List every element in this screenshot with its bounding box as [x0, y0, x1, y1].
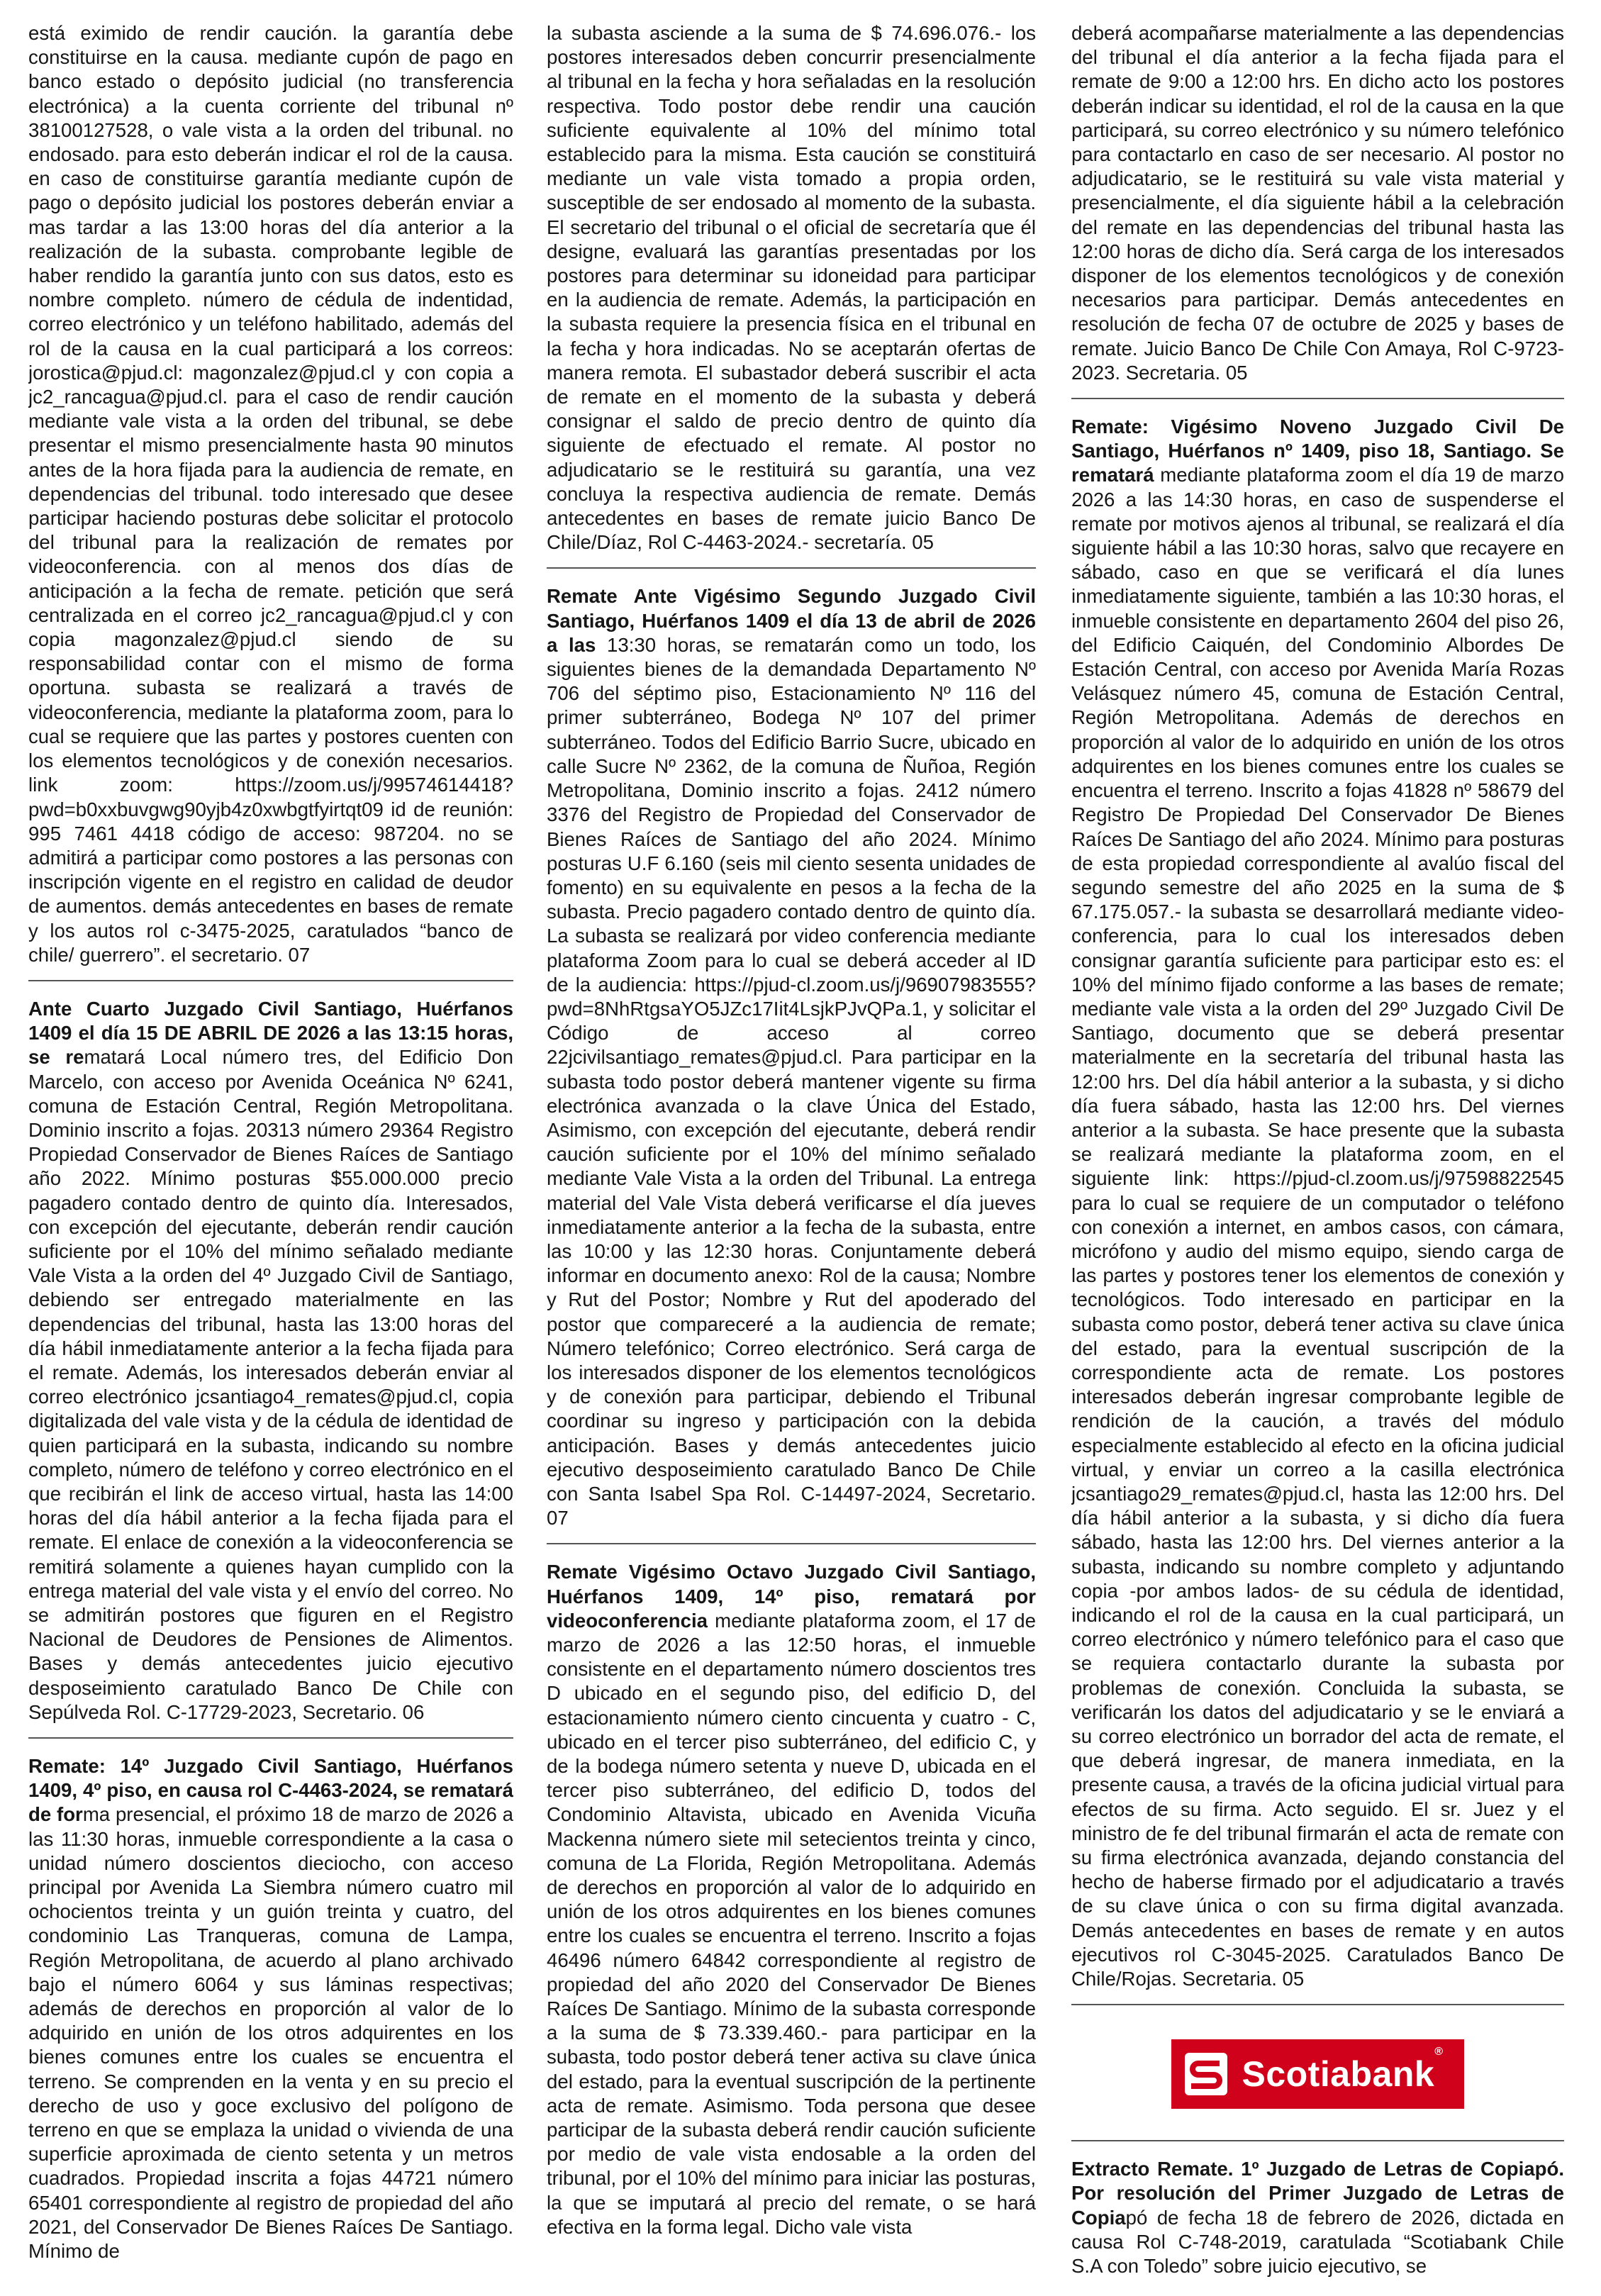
column-3 — [1071, 21, 1564, 2282]
notice-body: la subasta asciende a la suma de $ 74.696.076.- los postores interesados deben concurrir presencialmente al tribunal en la fecha y hora señaladas en la resolución respectiva. Todo postor debe rendir una caución suficiente equivalente al 10% del mínimo total establecido para la misma. Esta caución se constituirá mediante un vale vista tomado a propia orden, susceptible de ser endosado al momento de la subasta. El secretario del tribunal o el oficial de secretaría que él designe, evaluará las garantías presentadas por los postores para determinar su idoneidad para participar en la audiencia de remate. Además, la participación en la subasta requiere la presencia física en el tribunal en la fecha y hora indicadas. No se aceptarán ofertas de manera remota. El subastador deberá suscribir el acta de remate en el momento de la subasta y deberá consignar el saldo de precio dentro de quinto día siguiente de efectuado el remate. Al postor no adjudicatario se le restituirá su garantía, una vez concluya la respectiva audiencia de remate. Demás antecedentes en bases de remate juicio Banco De Chile/Díaz, Rol C-4463-2024.- secretaría. 05 — [547, 22, 1036, 554]
scotiabank-logo — [1171, 2039, 1463, 2109]
notice-28-juzgado-continuation — [1071, 21, 1564, 385]
divider — [1071, 2140, 1564, 2141]
notice-rancagua-continuation — [28, 21, 513, 967]
column-2 — [547, 21, 1036, 2282]
notice-heading: Remate: Vigésimo Noveno Juzgado Civil De Santiago, Huérfanos nº 1409, piso 18, Santiago. Se rematará — [1071, 416, 1564, 486]
notice-body: matará Local número tres, del Edificio Don Marcelo, con acceso por Avenida Oceánica Nº 6241, comuna de Estación Central, Región Metropolitana. Dominio inscrito a fojas. 20313 número 29364 Registro Propiedad Conservador de Bienes Raíces de Santiago año 2022. Mínimo posturas $55.000.000 precio pagadero contado dentro de quinto día. Interesados, con excepción del ejecutante, deberán rendir caución suficiente por el 10% del mínimo señalado mediante Vale Vista a la orden del 4º Juzgado Civil de Santiago, debiendo ser entregado materialmente en las dependencias del tribunal, hasta las 13:00 horas del día hábil inmediatamente anterior a la fecha fijada para el remate. Además, los interesados deberán enviar al correo electrónico jcsantiago4_remates@pjud.cl, copia digitalizada del vale vista y de la cédula de identidad de quien participará en la subasta, indicando su nombre completo, número de teléfono y correo electrónico en el que recibirán el link de acceso virtual, hasta las 14:00 horas del día hábil anterior a la fecha fijada para el remate. El enlace de conexión a la videoconferencia se remitirá solamente a quienes hayan cumplido con la entrega material del vale vista y el envío del correo. No se admitirán postores que figuren en el Registro Nacional de Deudores de Pensiones de Alimentos. Bases y demás antecedentes juicio ejecutivo desposeimiento caratulado Banco De Chile con Sepúlveda Rol. C-17729-2023, Secretario. 06 — [28, 1046, 513, 1723]
divider — [28, 980, 513, 981]
notice-heading: Remate Ante Vigésimo Segundo Juzgado Civil Santiago, Huérfanos 1409 el día 13 de abril de 2026 a las — [547, 585, 1036, 656]
notice-heading: Ante Cuarto Juzgado Civil Santiago, Huérfanos 1409 el día 15 DE ABRIL DE 2026 a las 13:15 horas, se re — [28, 997, 513, 1069]
divider — [28, 1737, 513, 1739]
notice-14-juzgado-continuation — [547, 21, 1036, 555]
notice-body: deberá acompañarse materialmente a las dependencias del tribunal el día anterior a la fecha fijada para el remate de 9:00 a 12:00 hrs. En dicho acto los postores deberán indicar su identidad, el rol de la causa en la que participará, su correo electrónico y su número telefónico para contactarlo en caso de ser necesario. Al postor no adjudicatario, se le restituirá su vale vista material y presencialmente, el día siguiente hábil a la celebración del remate en las dependencias del tribunal hasta las 12:00 horas de dicho día. Será carga de los interesados disponer de los elementos tecnológicos y de conexión necesarios para participar. Demás antecedentes en resolución de fecha 07 de octubre de 2025 y bases de remate. Juicio Banco De Chile Con Amaya, Rol C-9723-2023. Secretaria. 05 — [1071, 22, 1564, 384]
scotiabank-ad — [1071, 2021, 1564, 2127]
notice-28-juzgado — [547, 1560, 1036, 2239]
notice-body: está eximido de rendir caución. la garantía debe constituirse en la causa. mediante cupón de pago en banco estado o depósito judicial (no transferencia electrónica) a la cuenta corriente del tribunal nº 38100127528, o vale vista a la orden del tribunal. no endosado. para esto deberán indicar el rol de la causa. en caso de constituirse garantía mediante cupón de pago o depósito judicial los postores deberán enviar a mas tardar a las 13:00 horas del día anterior a la realización de la subasta. comprobante legible de haber rendido la garantía junto con sus datos, esto es nombre completo. número de cédula de indentidad, correo electrónico y un teléfono habilitado, además del rol de la causa en la cual participará a los correos: jorostica@pjud.cl: magonzalez@pjud.cl y con copia a jc2_rancagua@pjud.cl. para el caso de rendir caución mediante vale vista a la orden del tribunal, se debe presentar el mismo presencialmente hasta 90 minutos antes de la hora fijada para la audiencia de remate, en dependencias del tribunal. todo interesado que desee participar haciendo posturas debe solicitar el protocolo del tribunal para la realización de remates por videoconferencia. con al menos dos días de anticipación a la fecha de remate. petición que será centralizada en el correo jc2_rancagua@pjud.cl y con copia magonzalez@pjud.cl siendo de su responsabilidad contar con el mismo de forma oportuna. subasta se realizará a través de videoconferencia, mediante la plataforma zoom, para lo cual se requiere que las partes y postores cuenten con los elementos tecnológicos y de conexión necesarios. link zoom: https://zoom.us/j/99574614418?pwd=b0xxbuvgwg90yjb4z0xwbgtfyirtqt09 id de reunión: 995 7461 4418 código de acceso: 987204. no se admitirá a participar como postores a las personas con inscripción vigente en el registro en calidad de deudor de aumentos. demás antecedentes en bases de remate y los autos rol c-3475-2025, caratulados “banco de chile/ guerrero”. el secretario. 07 — [28, 22, 513, 966]
notice-heading: Extracto Remate. 1º Juzgado de Letras de Copiapó. Por resolución del Primer Juzgado de Letras de Copia — [1071, 2158, 1564, 2229]
notice-14-juzgado — [28, 1754, 513, 2263]
notice-cuarto-juzgado — [28, 997, 513, 1724]
divider — [547, 567, 1036, 569]
notice-body: pó de fecha 18 de febrero de 2026, dictada en causa Rol C-748-2019, caratulada “Scotiabank Chile S.A con Toledo” sobre juicio ejecutivo, se — [1071, 2206, 1564, 2278]
scotiabank-s-icon — [1173, 2041, 1239, 2107]
divider — [1071, 398, 1564, 399]
notice-body: mediante plataforma zoom, el 17 de marzo de 2026 a las 12:50 horas, el inmueble consistente en el departamento número doscientos tres D ubicado en el segundo piso, del edificio D, del estacionamiento número ciento cincuenta y cuatro - C, ubicado en el tercer piso subterráneo, del edificio C, y de la bodega número setenta y nueve D, ubicada en el tercer piso subterráneo, del edificio D, todos del Condominio Altavista, ubicado en Avenida Vicuña Mackenna número siete mil setecientos treinta y cinco, comuna de La Florida, Región Metropolitana. Además de derechos en proporción al valor de lo adquirido en unión de los otros adquirentes en los bienes comunes entre los cuales se encuentra el terreno. Inscrito a fojas 46496 número 64842 correspondiente al registro de propiedad del año 2020 del Conservador De Bienes Raíces De Santiago. Mínimo de la subasta corresponde a la suma de $ 73.339.460.- para participar en la subasta, todo postor deberá tener activa su clave única del estado, para la eventual suscripción de la pertinente acta de remate. Asimismo. Toda persona que desee participar de la subasta deberá rendir caución suficiente por medio de vale vista endosable a la orden del tribunal, por el 10% del mínimo para iniciar las posturas, la que se imputará al precio del remate, o se hará efectiva en la forma legal. Dicho vale vista — [547, 1609, 1036, 2238]
divider — [547, 1543, 1036, 1544]
divider — [1071, 2004, 1564, 2005]
notice-heading: Remate Vigésimo Octavo Juzgado Civil Santiago, Huérfanos 1409, 14º piso, rematará por videoconferencia — [547, 1561, 1036, 1632]
column-1 — [28, 21, 513, 2282]
notice-copiapo — [1071, 2157, 1564, 2278]
notice-29-juzgado — [1071, 415, 1564, 1991]
notice-body: ma presencial, el próximo 18 de marzo de 2026 a las 11:30 horas, inmueble correspondiente a la casa o unidad número doscientos dieciocho, con acceso principal por Avenida La Siembra número cuatro mil ochocientos treinta y un guión treinta y cuatro, del condominio Las Tranqueras, comuna de Lampa, Región Metropolitana, de acuerdo al plano archivado bajo el número 6064 y sus láminas respectivas; además de derechos en proporción al valor de lo adquirido en unión de los otros adquirentes en los bienes comunes entre los cuales se encuentra el terreno. Se comprenden en la venta y en su precio el derecho de uso y goce exclusivo del polígono de terreno en que se emplaza la unidad o vivienda de una superficie aproximada de ciento setenta y un metros cuadrados. Propiedad inscrita a fojas 44721 número 65401 correspondiente al registro de propiedad del año 2021, del Conservador De Bienes Raíces De Santiago. Mínimo de — [28, 1803, 513, 2263]
notice-body: 13:30 horas, se rematarán como un todo, los siguientes bienes de la demandada Departamento Nº 706 del séptimo piso, Estacionamiento Nº 116 del primer subterráneo, Bodega Nº 107 del primer subterráneo. Todos del Edificio Barrio Sucre, ubicado en calle Sucre Nº 2362, de la comuna de Ñuñoa, Región Metropolitana, Dominio inscrito a fojas. 2412 número 3376 del Registro de Propiedad del Conservador de Bienes Raíces de Santiago del año 2024. Mínimo posturas U.F 6.160 (seis mil ciento sesenta unidades de fomento) en su equivalente en pesos a la fecha de la subasta. Precio pagadero contado dentro de quinto día. La subasta se realizará por video conferencia mediante plataforma Zoom para lo cual se deberá acceder al ID de la audiencia: https://pjud-cl.zoom.us/j/96907983555?pwd=8NhRtgsaYO5JZc17Iit4LsjkPJvQPa.1, y solicitar el Código de acceso al correo 22jcivilsantiago_remates@pjud.cl. Para participar en la subasta todo postor deberá mantener vigente su firma electrónica avanzada o la clave Única del Estado, Asimismo, con excepción del ejecutante, deberá rendir caución suficiente por el 10% del mínimo señalado mediante Vale Vista a la orden del Tribunal. La entrega material del Vale Vista deberá verificarse el día jueves inmediatamente anterior a la fecha de la subasta, entre las 10:00 y las 12:30 horas. Conjuntamente deberá informar en documento anexo: Rol de la causa; Nombre y Rut del Postor; Nombre y Rut del apoderado del postor que compareceré a la audiencia de remate; Número telefónico; Correo electrónico. Será carga de los interesados disponer de los elementos tecnológicos y de conexión para participar, debiendo el Tribunal coordinar su ingreso y participación con la debida anticipación. Bases y demás antecedentes juicio ejecutivo desposeimiento caratulado Banco De Chile con Santa Isabel Spa Rol. C-14497-2024, Secretario. 07 — [547, 633, 1036, 1529]
notice-heading: Remate: 14º Juzgado Civil Santiago, Huérfanos 1409, 4º piso, en causa rol C-4463-2024, se rematará de for — [28, 1755, 513, 1826]
notice-22-juzgado — [547, 584, 1036, 1530]
scotiabank-wordmark: Scotiabank® — [1239, 2041, 1461, 2107]
notice-body: mediante plataforma zoom el día 19 de marzo 2026 a las 14:30 horas, en caso de suspenderse el remate por motivos ajenos al tribunal, se realizará el día siguiente hábil a las 10:30 horas, salvo que recayere en sábado, caso en que se verificará el día lunes inmediatamente siguiente, también a las 10:30 horas, el inmueble consistente en departamento 2604 del piso 26, del Edificio Caiquén, del Condominio Albordes De Estación Central, con acceso por Avenida María Rozas Velásquez número 45, comuna de Estación Central, Región Metropolitana. Además de derechos en proporción al valor de lo adquirido en unión de los otros adquirentes en los bienes comunes entre los cuales se encuentra el terreno. Inscrito a fojas 41828 nº 58679 del Registro De Propiedad Del Conservador De Bienes Raíces De Santiago del año 2024. Mínimo para posturas de esta propiedad correspondiente al avalúo fiscal del segundo semestre del año 2025 en la suma de $ 67.175.057.- la subasta se desarrollará mediante video-conferencia, para lo cual los interesados deben consignar garantía suficiente para participar esto es: el 10% del mínimo fijado conforme a las bases de remate; mediante vale vista a la orden del 29º Juzgado Civil De Santiago, documento que se deberá presentar materialmente en la secretaría del tribunal hasta las 12:00 hrs. Del día hábil anterior a la subasta, y si dicho día fuera sábado, hasta las 12:00 hrs. Del viernes anterior a la subasta. Se hace presente que la subasta se realizará mediante la plataforma zoom, en el siguiente link: https://pjud-cl.zoom.us/j/97598822545 para lo cual se requiere de un computador o teléfono con conexión a internet, en ambos casos, con cámara, micrófono y audio del mismo equipo, siendo carga de las partes y postores tener los elementos de conexión y tecnológicos. Todo interesado en participar en la subasta como postor, deberá tener activa su clave única del estado, para la eventual suscripción de la correspondiente acta de remate. Los postores interesados deberán ingresar comprobante legible de rendición de la caución, a través del módulo especialmente establecido al efecto en la oficina judicial virtual, y enviar un correo a la casilla electrónica jcsantiago29_remates@pjud.cl, hasta las 12:00 hrs. Del día hábil anterior a la subasta, y si dicho día fuera sábado, hasta las 12:00 hrs. Del viernes anterior a la subasta, indicando su nombre completo y adjuntando copia -por ambos lados- de su cédula de identidad, indicando el rol de la causa en la cual participará, un correo electrónico y número telefónico para el caso que se requiera contactarlo durante la subasta por problemas de conexión. Concluida la subasta, se verificarán los datos del adjudicatario y se le enviará a su correo electrónico un borrador del acta de remate, el que deberá ingresar, de manera inmediata, en la presente causa, a través de la oficina judicial virtual para efectos de su firma. Acto seguido. El sr. Juez y el ministro de fe del tribunal firmarán el acta de remate con su firma electrónica avanzada, dejando constancia del hecho de haberse firmado por el adjudicatario a través de su clave única o con su firma digital avanzada. Demás antecedentes en bases de remate y en autos ejecutivos rol C-3045-2025. Caratulados Banco De Chile/Rojas. Secretaria. 05 — [1071, 464, 1564, 1990]
